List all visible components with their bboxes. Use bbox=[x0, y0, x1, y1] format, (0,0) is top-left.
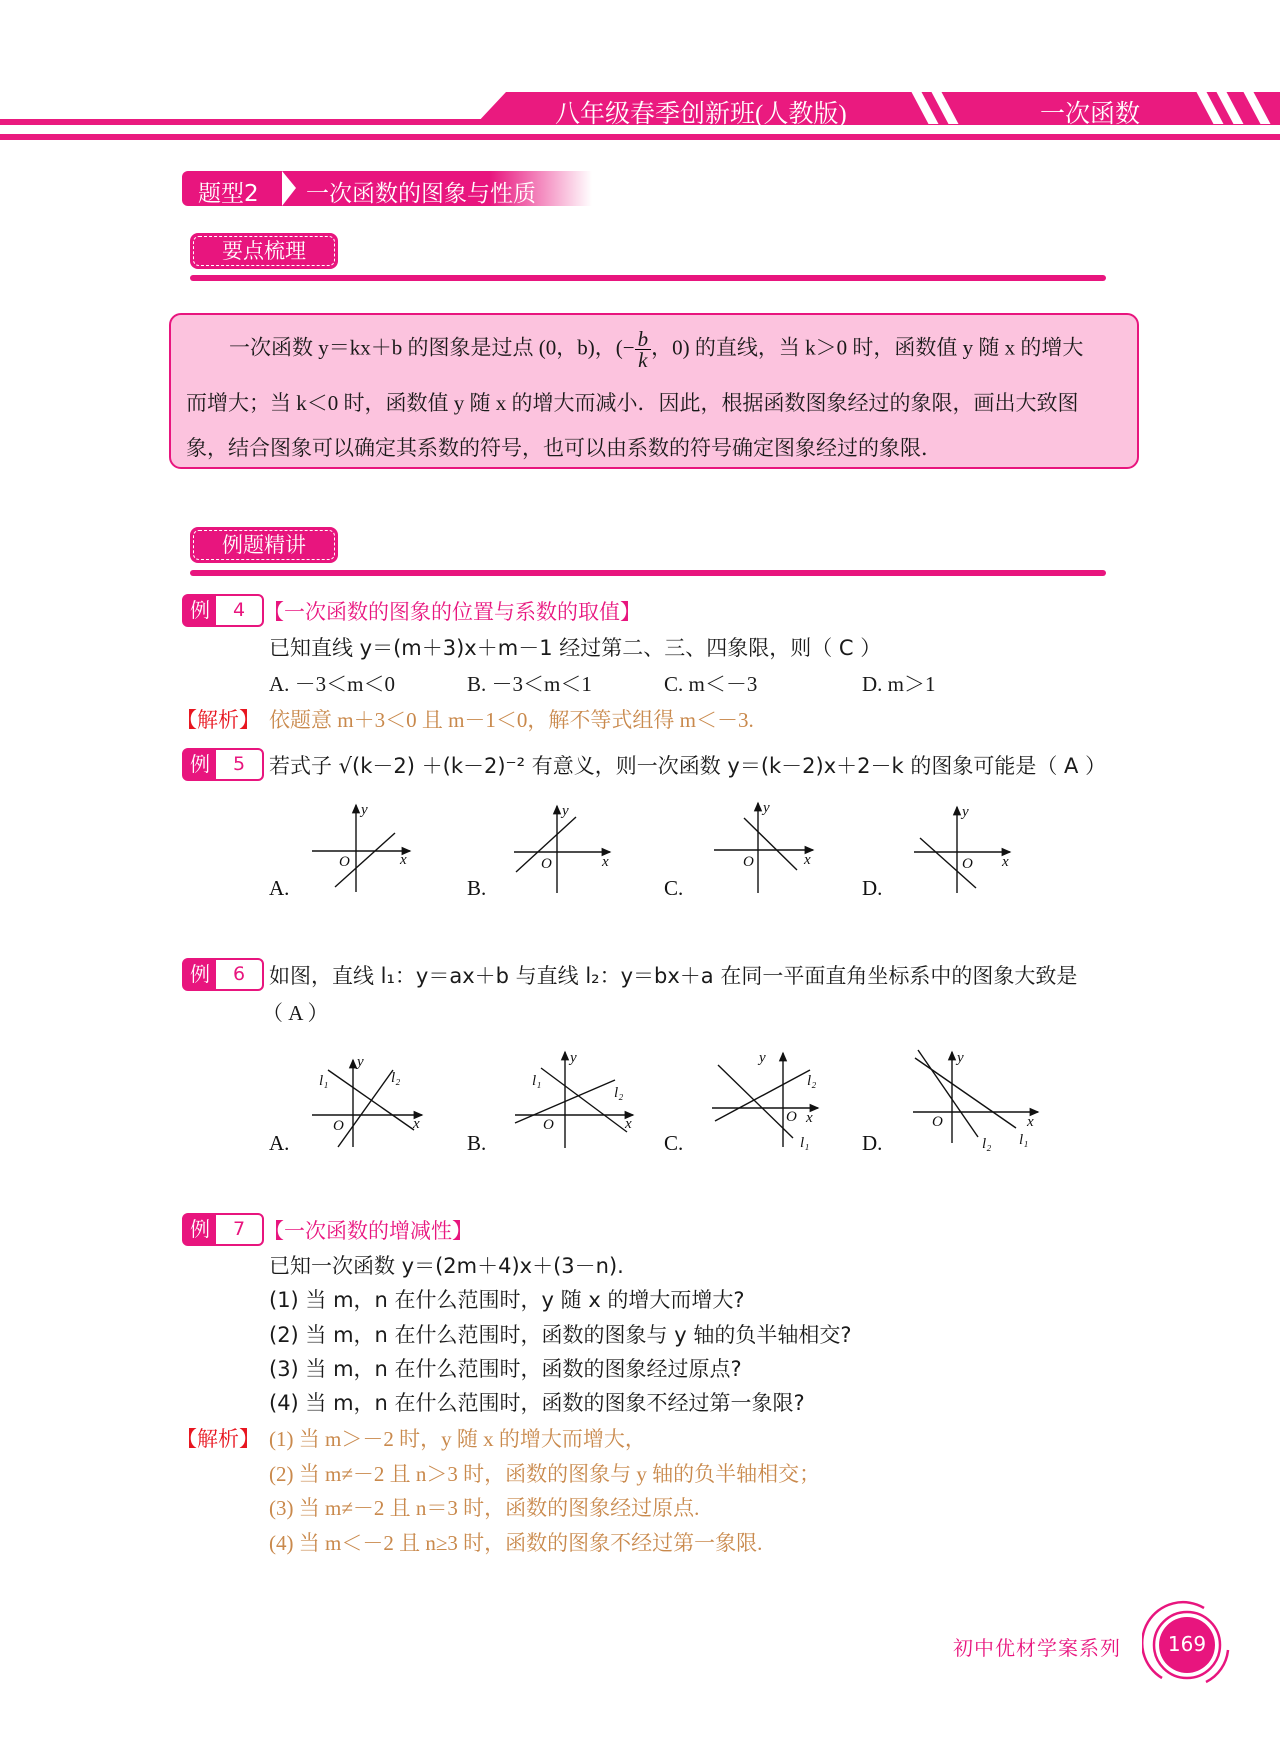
l1-label: l₁ bbox=[800, 1135, 810, 1151]
origin-label: O bbox=[543, 1117, 554, 1133]
example-badge bbox=[182, 1213, 264, 1246]
key-points-label: 要点梳理 bbox=[193, 236, 335, 266]
key-points-text: ，0) 的直线，当 k＞0 时，函数值 y 随 x 的增大 bbox=[651, 335, 1084, 360]
footer-series: 初中优材学案系列 bbox=[953, 1636, 1121, 1660]
question-3: (3) 当 m，n 在什么范围时，函数的图象经过原点? bbox=[269, 1357, 742, 1381]
section-tag: 题型2 bbox=[198, 181, 259, 207]
origin-label: O bbox=[786, 1109, 797, 1125]
examples-label: 例题精讲 bbox=[193, 530, 335, 560]
analysis-line-1: (1) 当 m＞－2 时，y 随 x 的增大而增大， bbox=[269, 1427, 646, 1451]
example-prefix: 例 bbox=[184, 1215, 216, 1244]
example-stem: 如图，直线 l₁：y＝ax＋b 与直线 l₂：y＝bx＋a 在同一平面直角坐标系中的图象大致是 bbox=[269, 964, 1078, 988]
option-label: D. bbox=[862, 876, 883, 900]
l1-label: l₁ bbox=[1019, 1132, 1029, 1148]
origin-label: O bbox=[541, 856, 552, 872]
analysis-line-4: (4) 当 m＜－2 且 n≥3 时，函数的图象不经过第一象限. bbox=[269, 1531, 763, 1555]
x-label: x bbox=[400, 852, 407, 868]
option-label: A. bbox=[269, 1131, 290, 1155]
example-prefix: 例 bbox=[184, 960, 216, 989]
l2-label: l₂ bbox=[982, 1136, 992, 1152]
x-label: x bbox=[804, 852, 811, 868]
line-l1 bbox=[718, 1065, 793, 1138]
l1-label: l₁ bbox=[532, 1073, 542, 1089]
example-stem: 已知直线 y＝(m＋3)x＋m－1 经过第二、三、四象限，则（ C ） bbox=[269, 636, 882, 660]
analysis-line-3: (3) 当 m≠－2 且 n＝3 时，函数的图象经过原点. bbox=[269, 1496, 700, 1520]
y-label: y bbox=[962, 804, 969, 820]
option-label: C. bbox=[664, 1131, 684, 1155]
y-label: y bbox=[570, 1050, 577, 1066]
analysis-label: 【解析】 bbox=[176, 1427, 260, 1451]
y-label: y bbox=[763, 800, 770, 816]
fraction-numerator: b bbox=[635, 329, 652, 350]
header-series: 八年级春季创新班(人教版) bbox=[555, 101, 847, 128]
y-label: y bbox=[357, 1054, 364, 1070]
origin-label: O bbox=[743, 854, 754, 870]
origin-label: O bbox=[333, 1118, 344, 1134]
line-l2 bbox=[338, 1070, 393, 1147]
page-number: 169 bbox=[1167, 1632, 1207, 1656]
example-prefix: 例 bbox=[184, 596, 216, 625]
x-label: x bbox=[625, 1116, 632, 1132]
question-2: (2) 当 m，n 在什么范围时，函数的图象与 y 轴的负半轴相交? bbox=[269, 1323, 852, 1347]
example-number: 5 bbox=[232, 753, 246, 775]
x-label: x bbox=[1027, 1114, 1034, 1130]
y-label: y bbox=[759, 1050, 766, 1066]
example-number: 7 bbox=[232, 1218, 246, 1240]
example-answer: （ A ） bbox=[262, 1001, 329, 1025]
origin-label: O bbox=[932, 1114, 943, 1130]
question-4: (4) 当 m，n 在什么范围时，函数的图象不经过第一象限? bbox=[269, 1391, 805, 1415]
l2-label: l₂ bbox=[807, 1073, 817, 1089]
x-label: x bbox=[1002, 854, 1009, 870]
x-label: x bbox=[413, 1116, 420, 1132]
example-prefix: 例 bbox=[184, 750, 216, 779]
l1-label: l₁ bbox=[319, 1073, 329, 1089]
section-title: 一次函数的图象与性质 bbox=[306, 181, 536, 207]
analysis-text: 依题意 m＋3＜0 且 m－1＜0，解不等式组得 m＜－3. bbox=[269, 708, 754, 732]
line-l2 bbox=[918, 1050, 978, 1137]
example-number: 6 bbox=[232, 963, 246, 985]
y-label: y bbox=[361, 802, 368, 818]
key-points-line-2: 而增大；当 k＜0 时，函数值 y 随 x 的增大而减小．因此，根据函数图象经过的象限，画出大致图 bbox=[186, 391, 1079, 415]
option-label: A. bbox=[269, 876, 290, 900]
x-label: x bbox=[806, 1110, 813, 1126]
origin-label: O bbox=[339, 854, 350, 870]
line-l1 bbox=[915, 1058, 1016, 1128]
key-points-text: 一次函数 y＝kx＋b 的图象是过点 (0，b)，(− bbox=[229, 335, 635, 360]
option-label: B. bbox=[467, 1131, 487, 1155]
example-topic: 【一次函数的增减性】 bbox=[263, 1219, 473, 1243]
header-chapter: 一次函数 bbox=[1040, 101, 1141, 128]
y-label: y bbox=[562, 803, 569, 819]
y-label: y bbox=[957, 1050, 964, 1066]
option-a: A. －3＜m＜0 bbox=[269, 672, 395, 696]
option-label: B. bbox=[467, 876, 487, 900]
example-stem: 若式子 √(k－2) ＋(k－2)⁻² 有意义，则一次函数 y＝(k－2)x＋2－k 的图象可能是（ A ） bbox=[269, 754, 1107, 778]
example-number: 4 bbox=[232, 599, 246, 621]
option-label: D. bbox=[862, 1131, 883, 1155]
l2-label: l₂ bbox=[391, 1070, 401, 1086]
key-points-line-3: 象，结合图象可以确定其系数的符号，也可以由系数的符号确定图象经过的象限． bbox=[186, 436, 942, 460]
analysis-line-2: (2) 当 m≠－2 且 n＞3 时，函数的图象与 y 轴的负半轴相交； bbox=[269, 1462, 821, 1486]
question-1: (1) 当 m，n 在什么范围时，y 随 x 的增大而增大? bbox=[269, 1288, 745, 1312]
option-b: B. －3＜m＜1 bbox=[467, 672, 592, 696]
option-d: D. m＞1 bbox=[862, 672, 936, 696]
l2-label: l₂ bbox=[614, 1085, 624, 1101]
example-stem: 已知一次函数 y＝(2m＋4)x＋(3－n). bbox=[269, 1254, 624, 1278]
analysis-label: 【解析】 bbox=[176, 708, 260, 732]
fraction-denominator: k bbox=[638, 348, 648, 372]
origin-label: O bbox=[962, 856, 973, 872]
option-c: C. m＜－3 bbox=[664, 672, 758, 696]
option-label: C. bbox=[664, 876, 684, 900]
example-topic: 【一次函数的图象的位置与系数的取值】 bbox=[263, 600, 641, 624]
x-label: x bbox=[602, 854, 609, 870]
